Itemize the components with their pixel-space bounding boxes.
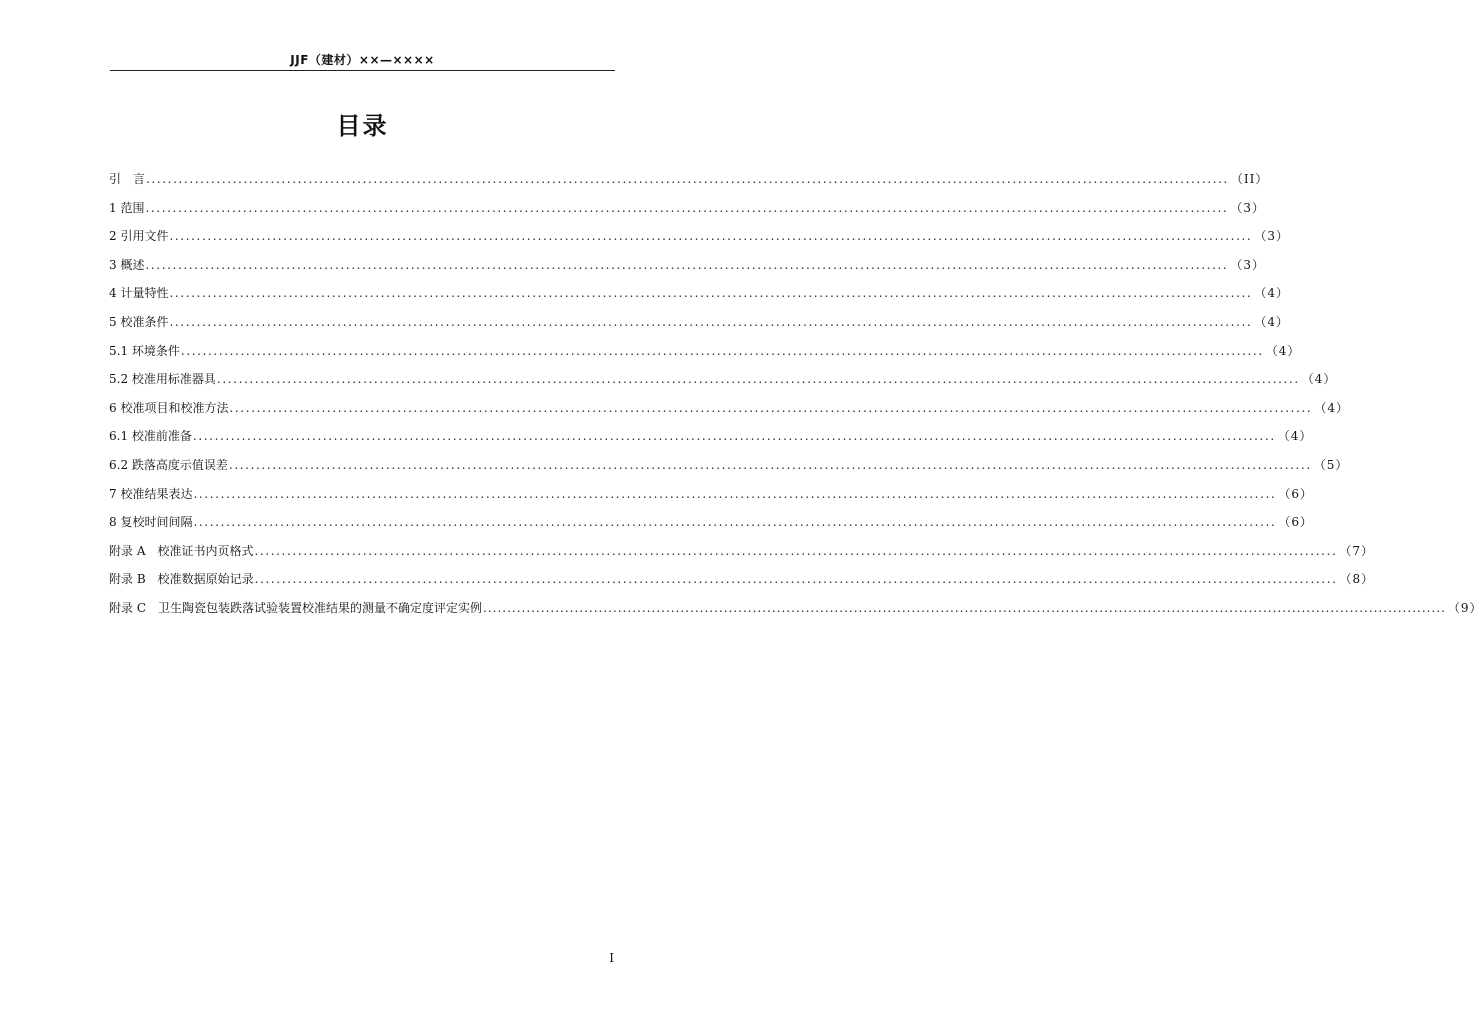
toc-entry-page: （5） [1313, 457, 1349, 472]
toc-entry-page: （4） [1314, 400, 1349, 415]
toc-entry-appendix-a[interactable] [109, 537, 1375, 566]
toc-entry-label: 引 言 [109, 172, 146, 186]
page-number: I [609, 951, 614, 965]
toc-entry-page: （3） [1230, 257, 1265, 272]
toc-entry-label: 附录 B 校准数据原始记录 [109, 572, 254, 587]
header-divider [110, 70, 615, 71]
toc-entry-foreword[interactable] [109, 165, 1269, 194]
toc-entry-page: （7） [1339, 543, 1375, 558]
toc-entry-label: 6 校准项目和校准方法 [109, 400, 229, 415]
toc-entry-label: 3 概述 [109, 257, 145, 272]
toc-entry-label: 附录 C 卫生陶瓷包装跌落试验装置校准结果的测量不确定度评定实例 [109, 600, 482, 615]
toc-entry-standard-instruments[interactable] [109, 365, 1337, 394]
toc-dot-leader: ........................................................................................................................................................................................................ [229, 400, 1313, 415]
toc-entry-label: 5.2 校准用标准器具 [109, 372, 216, 387]
toc-entry-page: （4） [1254, 314, 1289, 329]
toc-entry-label: 5.1 环境条件 [109, 343, 180, 358]
toc-entry-label: 7 校准结果表达 [109, 486, 193, 501]
toc-entry-page: （6） [1278, 486, 1313, 501]
toc-entry-calibration-conditions[interactable] [109, 308, 1289, 337]
toc-entry-label: 附录 A 校准证书内页格式 [109, 543, 254, 558]
toc-entry-label: 2 引用文件 [109, 229, 169, 244]
toc-entry-drop-height-error[interactable] [109, 451, 1349, 480]
toc-entry-overview[interactable] [109, 251, 1265, 280]
toc-entry-label: 8 复校时间间隔 [109, 515, 193, 530]
toc-entry-page: （4） [1265, 343, 1301, 358]
toc-entry-label: 5 校准条件 [109, 314, 169, 329]
toc-entry-page: （3） [1230, 200, 1265, 215]
toc-entry-scope[interactable] [109, 194, 1265, 223]
toc-dot-leader: ........................................................................................................................................................................................................ [193, 515, 1277, 530]
toc-dot-leader: ........................................................................................................................................................................................................ [192, 429, 1276, 444]
toc-dot-leader: ........................................................................................................................................................................................................ [254, 543, 1338, 558]
toc-entry-calibration-items-methods[interactable] [109, 394, 1349, 423]
toc-entry-page: （6） [1278, 515, 1313, 530]
toc-dot-leader: ........................................................................................................................................................................................................ [145, 200, 1229, 215]
toc-dot-leader: ........................................................................................................................................................................................................ [483, 600, 1446, 615]
toc-entry-preparation[interactable] [109, 422, 1313, 451]
toc-dot-leader: ........................................................................................................................................................................................................ [228, 457, 1312, 472]
toc-dot-leader: ........................................................................................................................................................................................................ [169, 314, 1253, 329]
toc-dot-leader: ........................................................................................................................................................................................................ [169, 229, 1253, 244]
toc-entry-label: 6.1 校准前准备 [109, 429, 192, 444]
table-of-contents [109, 165, 1483, 623]
toc-entry-page: （4） [1254, 286, 1289, 301]
toc-entry-metrological-characteristics[interactable] [109, 279, 1289, 308]
toc-entry-appendix-c[interactable] [109, 594, 1483, 623]
toc-entry-label: 4 计量特性 [109, 286, 169, 301]
toc-entry-references[interactable] [109, 222, 1289, 251]
page-header: JJF（建材）××—×××× [290, 53, 435, 67]
toc-entry-page: （9） [1447, 600, 1483, 615]
toc-entry-label: 1 范围 [109, 200, 145, 215]
toc-entry-result-expression[interactable] [109, 480, 1313, 509]
toc-entry-page: （4） [1301, 372, 1337, 387]
toc-dot-leader: ........................................................................................................................................................................................................ [145, 257, 1229, 272]
toc-entry-page: （8） [1339, 572, 1375, 587]
toc-dot-leader: ........................................................................................................................................................................................................ [216, 372, 1300, 387]
toc-dot-leader: ........................................................................................................................................................................................................ [169, 286, 1253, 301]
page-title: 目录 [336, 112, 389, 140]
toc-dot-leader: ........................................................................................................................................................................................................ [146, 172, 1229, 186]
toc-entry-environmental-conditions[interactable] [109, 337, 1301, 366]
toc-dot-leader: ........................................................................................................................................................................................................ [180, 343, 1264, 358]
toc-entry-page: （3） [1254, 229, 1289, 244]
toc-dot-leader: ........................................................................................................................................................................................................ [254, 572, 1338, 587]
toc-entry-appendix-b[interactable] [109, 565, 1375, 594]
toc-dot-leader: ........................................................................................................................................................................................................ [193, 486, 1277, 501]
toc-entry-recalibration-interval[interactable] [109, 508, 1313, 537]
toc-entry-label: 6.2 跌落高度示值误差 [109, 457, 228, 472]
toc-entry-page: （II） [1230, 172, 1269, 186]
toc-entry-page: （4） [1277, 429, 1313, 444]
